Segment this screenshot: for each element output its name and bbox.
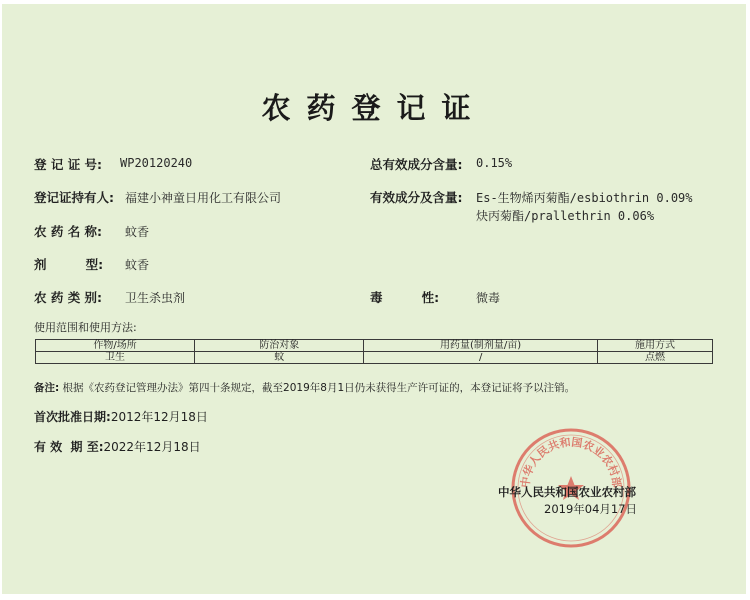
usage-cell-crop: 卫生 <box>36 352 195 364</box>
pesticide-name-value: 蚊香 <box>125 225 150 239</box>
issue-date: 2019年04月17日 <box>544 502 638 516</box>
formulation-label: 剂 型: <box>34 257 104 272</box>
valid-until-value: 2022年12月18日 <box>103 440 201 454</box>
issuer-name: 中华人民共和国农业农村部 <box>498 485 636 499</box>
total-content-label: 总有效成分含量: <box>370 157 463 172</box>
reg-no-value: WP20120240 <box>120 156 193 170</box>
certificate-paper <box>2 4 746 594</box>
valid-until-label: 有 效 期 至: <box>34 440 104 454</box>
valid-until-row <box>34 438 201 455</box>
reg-no-label: 登 记 证 号: <box>34 157 103 172</box>
usage-header-crop: 作物/场所 <box>36 340 195 352</box>
usage-header-method: 施用方式 <box>597 340 712 352</box>
remark-label: 备注: <box>34 382 60 394</box>
usage-header-row <box>36 340 713 352</box>
pesticide-name-label: 农 药 名 称: <box>34 224 103 239</box>
total-content-value: 0.15% <box>476 156 513 170</box>
usage-cell-target: 蚊 <box>195 352 364 364</box>
usage-header-target: 防治对象 <box>195 340 364 352</box>
usage-table <box>35 339 713 364</box>
toxicity-label: 毒 性: <box>370 290 440 305</box>
first-approval-value: 2012年12月18日 <box>110 410 208 424</box>
usage-section-title: 使用范围和使用方法: <box>34 321 137 334</box>
usage-header-dosage: 用药量(制剂量/亩) <box>364 340 598 352</box>
first-approval-label: 首次批准日期: <box>34 410 111 424</box>
category-value: 卫生杀虫剂 <box>125 291 186 305</box>
ingredients-line-2: 炔丙菊酯/prallethrin 0.06% <box>476 209 655 223</box>
ingredients-line-1: Es-生物烯丙菊酯/esbiothrin 0.09% <box>476 191 693 205</box>
formulation-value: 蚊香 <box>125 258 150 272</box>
first-approval-row <box>34 408 208 425</box>
table-row <box>36 352 713 364</box>
usage-cell-dosage: / <box>364 352 598 364</box>
toxicity-value: 微毒 <box>476 291 501 305</box>
ingredients-label: 有效成分及含量: <box>370 190 463 205</box>
remark <box>34 380 575 395</box>
remark-text: 根据《农药登记管理办法》第四十条规定，截至2019年8月1日仍未获得生产许可证的，本登记证将予以注销。 <box>62 382 576 394</box>
usage-cell-method: 点燃 <box>597 352 712 364</box>
holder-label: 登记证持有人: <box>34 190 114 205</box>
certificate-title: 农药登记证 <box>261 91 487 125</box>
category-label: 农 药 类 别: <box>34 290 103 305</box>
svg-text:中华人民共和国农业农村部: 中华人民共和国农业农村部 <box>518 435 624 489</box>
holder-value: 福建小神童日用化工有限公司 <box>125 191 282 205</box>
